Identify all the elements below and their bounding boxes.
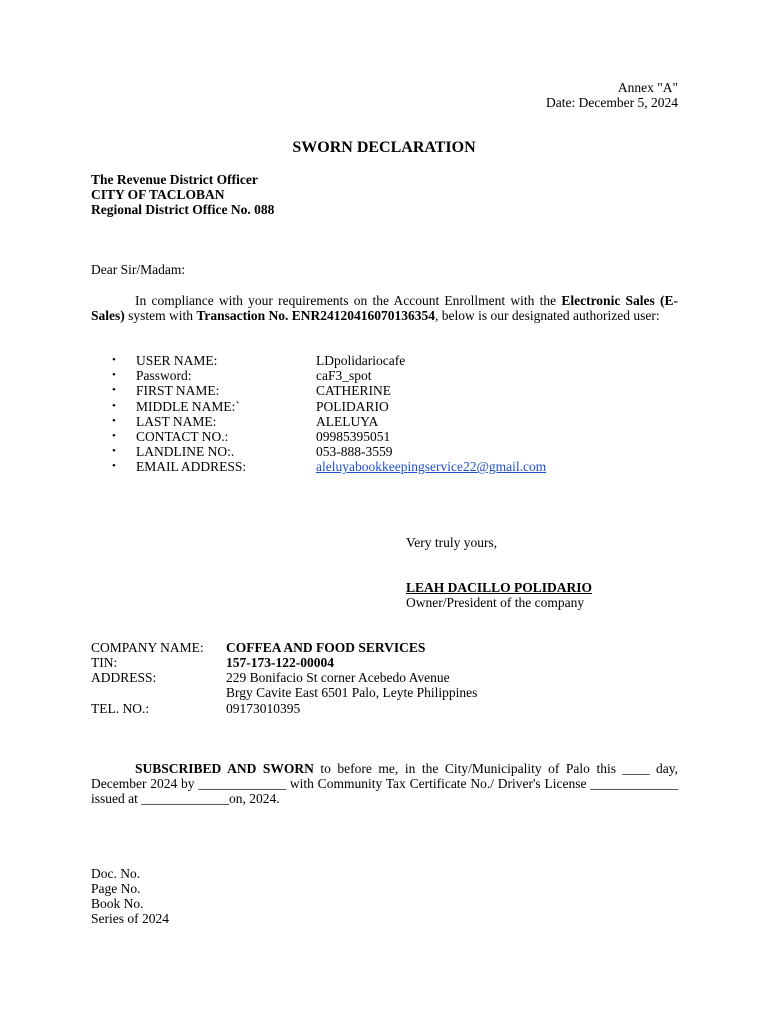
list-item (112, 383, 692, 398)
salutation: Dear Sir/Madam: (91, 262, 186, 277)
list-item (112, 368, 692, 383)
tin-label: TIN: (91, 655, 118, 670)
list-item (112, 429, 692, 444)
list-item (112, 414, 692, 429)
field-value: POLIDARIO (316, 398, 389, 414)
intro-transaction-no: Transaction No. ENR24120416070136354 (196, 308, 436, 323)
book-no: Book No. (91, 896, 144, 911)
company-name-label: COMPANY NAME: (91, 640, 204, 655)
series-no: Series of 2024 (91, 911, 169, 926)
bullet-icon: • (112, 460, 116, 473)
tel-label: TEL. NO.: (91, 701, 150, 716)
company-name: COFFEA AND FOOD SERVICES (226, 640, 426, 655)
intro-text-2: system with (124, 308, 197, 323)
list-item (112, 353, 692, 368)
field-value: ALELUYA (316, 413, 379, 429)
list-item (112, 459, 692, 474)
list-item (112, 399, 692, 414)
jurat-bold: SUBSCRIBED AND SWORN (135, 761, 314, 776)
list-item (112, 444, 692, 459)
jurat-text: to before me, in the City/Municipality of Palo this ____ day, December 2024 by _____________ with Community Tax Certificate No./ Driver's License _____________ issued at _____________on, 2024. (91, 761, 679, 806)
field-value: caF3_spot (316, 368, 372, 384)
field-label: USER NAME: (136, 353, 218, 368)
signatory-name: LEAH DACILLO POLIDARIO (406, 580, 593, 595)
field-label: FIRST NAME: (136, 383, 220, 399)
tin-value: 157-173-122-00004 (226, 655, 334, 670)
field-label: MIDDLE NAME:` (136, 398, 240, 414)
field-value: CATHERINE (316, 383, 391, 399)
bullet-icon: • (112, 354, 116, 366)
field-label: CONTACT NO.: (136, 428, 229, 444)
intro-text-1: In compliance with your requirements on the Account Enrollment with the (135, 293, 562, 308)
field-label: LANDLINE NO:. (136, 444, 235, 460)
field-value: LDpolidariocafe (316, 353, 406, 368)
field-value: 09985395051 (316, 428, 391, 444)
bullet-icon: • (112, 445, 116, 458)
field-label: EMAIL ADDRESS: (136, 459, 247, 475)
tel-value: 09173010395 (226, 701, 301, 716)
email-link[interactable]: aleluyabookkeepingservice22@gmail.com (316, 459, 547, 475)
jurat-paragraph (91, 761, 678, 806)
intro-system-name: Electronic Sales (E-Sales) (91, 293, 679, 323)
intro-paragraph (91, 293, 678, 323)
field-label: LAST NAME: (136, 413, 217, 429)
annex-label: Annex "A" (617, 80, 678, 95)
signatory-position: Owner/President of the company (406, 595, 585, 610)
address-label: ADDRESS: (91, 670, 157, 685)
addressee-line-2: CITY OF TACLOBAN (91, 187, 225, 202)
doc-no: Doc. No. (91, 866, 141, 881)
address-line-1: 229 Bonifacio St corner Acebedo Avenue (226, 670, 450, 685)
field-value: 053-888-3559 (316, 444, 393, 460)
authorized-user-list (112, 353, 692, 475)
address-line-2: Brgy Cavite East 6501 Palo, Leyte Philippines (226, 685, 478, 700)
bullet-icon: • (112, 384, 116, 397)
bullet-icon: • (112, 414, 116, 427)
addressee-line-3: Regional District Office No. 088 (91, 202, 275, 217)
intro-text-3: , below is our designated authorized user: (435, 308, 660, 323)
valediction: Very truly yours, (406, 535, 498, 550)
document-title: SWORN DECLARATION (292, 139, 476, 156)
page-no: Page No. (91, 881, 141, 896)
bullet-icon: • (112, 399, 116, 412)
field-label: Password: (136, 368, 192, 384)
document-date: Date: December 5, 2024 (546, 95, 678, 110)
addressee-line-1: The Revenue District Officer (91, 172, 258, 187)
bullet-icon: • (112, 429, 116, 442)
bullet-icon: • (112, 369, 116, 382)
